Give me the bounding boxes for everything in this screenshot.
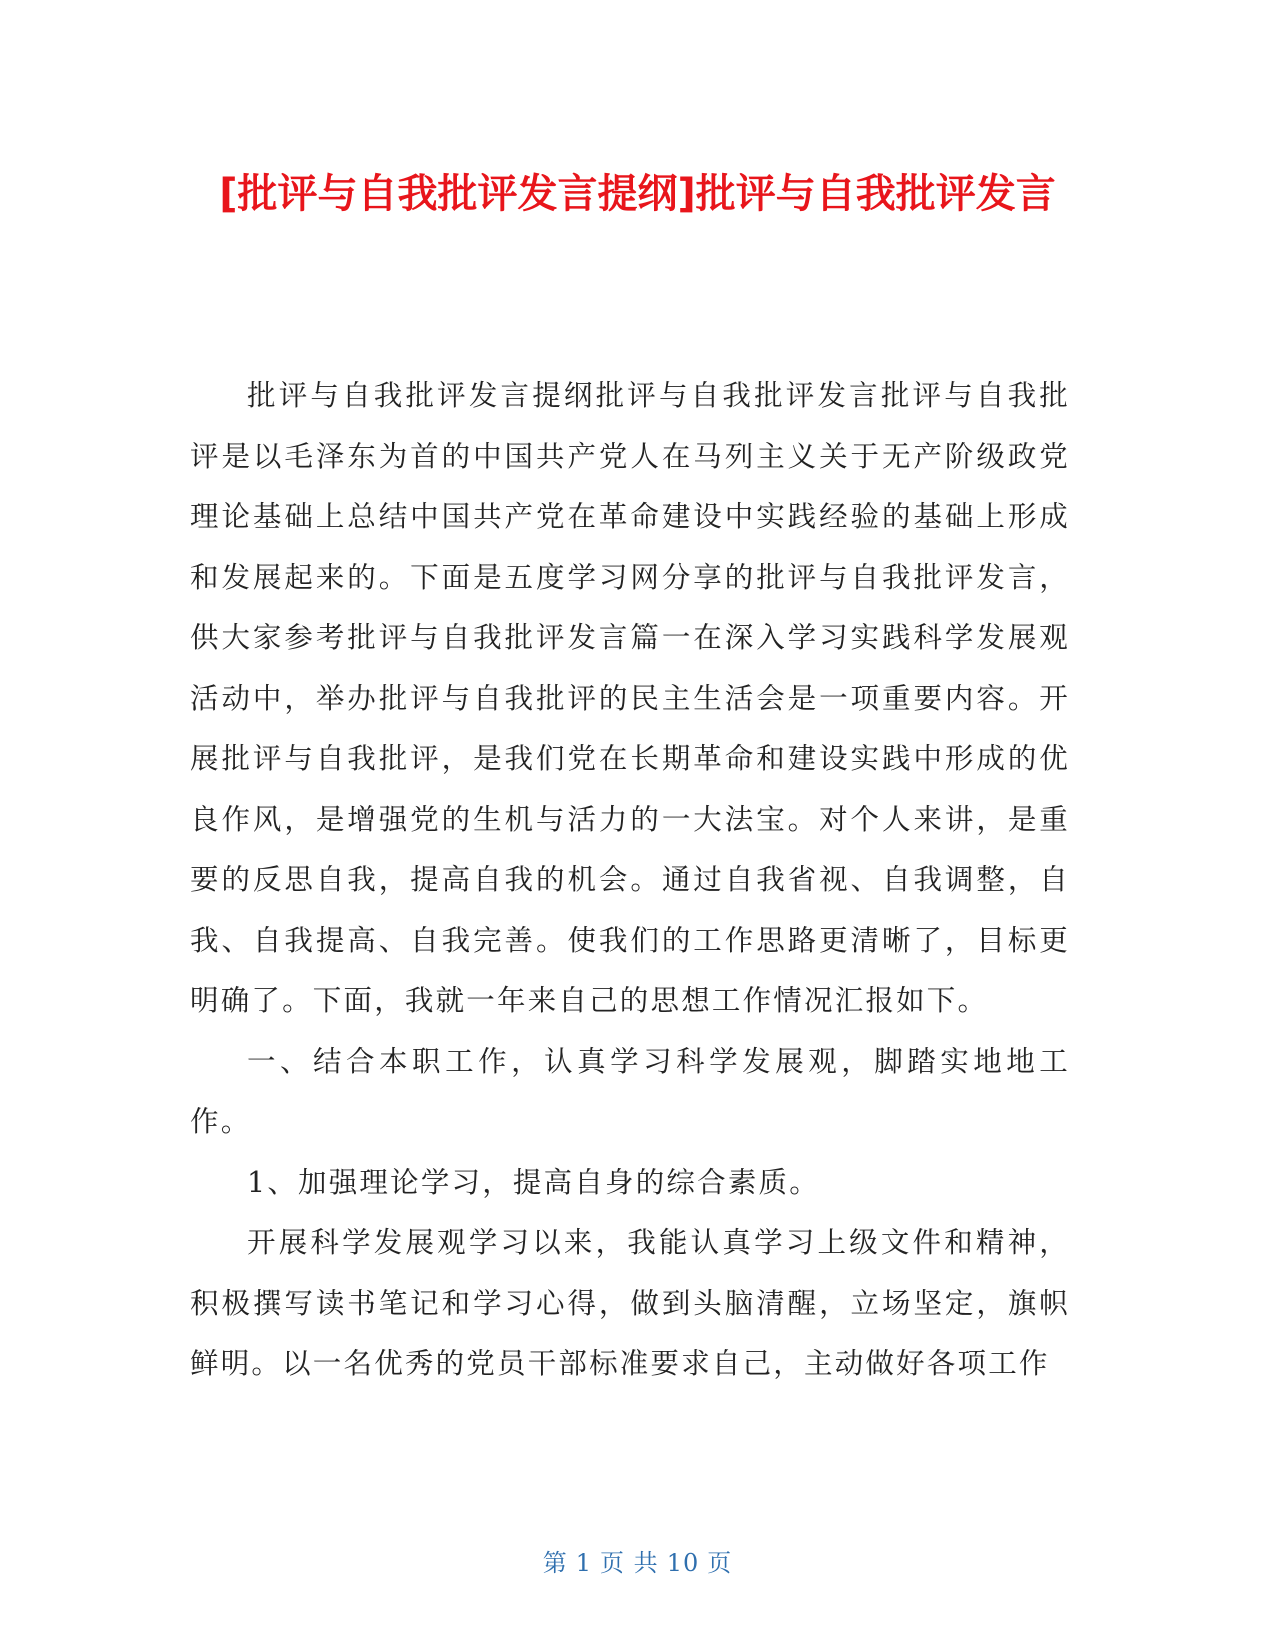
footer-total-pages: 10 <box>666 1549 700 1577</box>
body-paragraph-4: 开展科学发展观学习以来，我能认真学习上级文件和精神，积极撰写读书笔记和学习心得，做到头脑清醒，立场坚定，旗帜鲜明。以一名优秀的党员干部标准要求自己，主动做好各项工作 <box>190 1226 1070 1380</box>
footer-prefix: 第 <box>542 1549 568 1577</box>
footer-page-number: 1 <box>575 1549 593 1577</box>
document-body <box>190 366 1070 1395</box>
document-title: [批评与自我批评发言提纲]批评与自我批评发言 <box>219 171 1056 217</box>
body-paragraph-1: 批评与自我批评发言提纲批评与自我批评发言批评与自我批评是以毛泽东为首的中国共产党人在马列主义关于无产阶级政党理论基础上总结中国共产党在革命建设中实践经验的基础上形成和发展起来的。下面是五度学习网分享的批评与自我批评发言，供大家参考批评与自我批评发言篇一在深入学习实践科学发展观活动中，举办批评与自我批评的民主生活会是一项重要内容。开展批评与自我批评，是我们党在长期革命和建设实践中形成的优良作风，是增强党的生机与活力的一大法宝。对个人来讲，是重要的反思自我，提高自我的机会。通过自我省视、自我调整，自我、自我提高、自我完善。使我们的工作思路更清晰了，目标更明确了。下面，我就一年来自己的思想工作情况汇报如下。 <box>190 379 1070 1017</box>
footer-suffix: 页 <box>707 1549 733 1577</box>
body-paragraph-2: 一、结合本职工作，认真学习科学发展观，脚踏实地地工作。 <box>190 1044 1070 1138</box>
page-footer <box>0 1543 1275 1578</box>
body-paragraph-3: 1、加强理论学习，提高自身的综合素质。 <box>247 1165 820 1199</box>
footer-middle: 页 共 <box>600 1549 659 1577</box>
